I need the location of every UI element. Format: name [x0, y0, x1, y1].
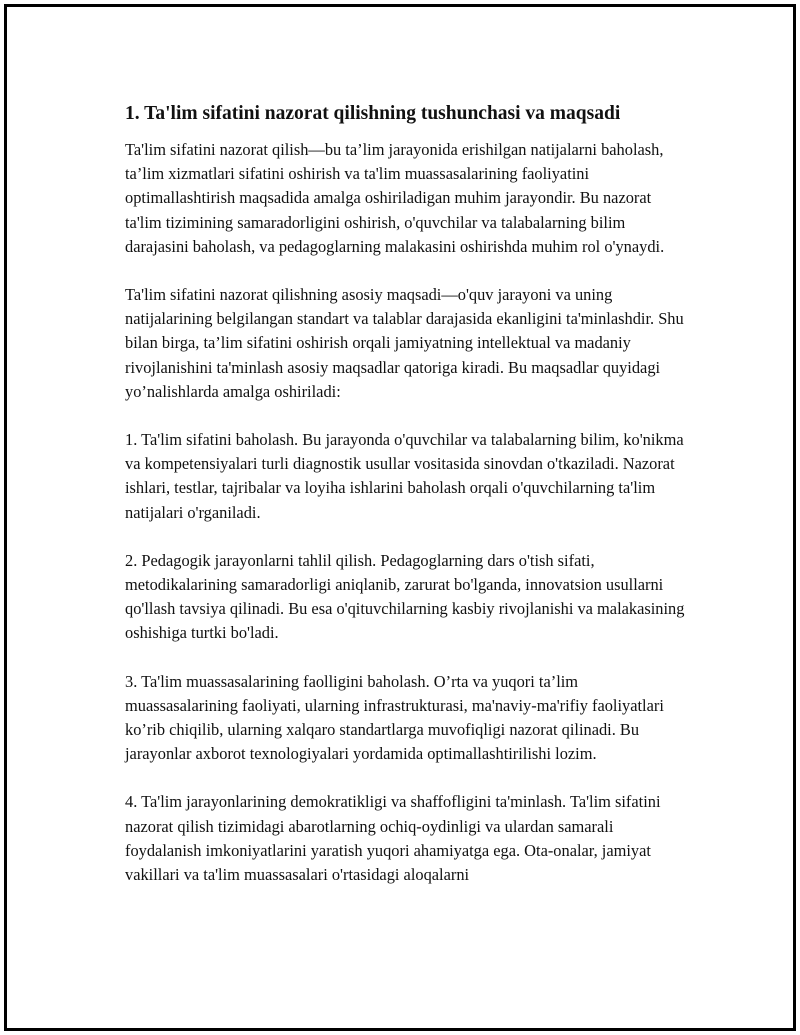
paragraph-item-2: 2. Pedagogik jarayonlarni tahlil qilish. Pedagoglarning dars o'tish sifati, metodikalarining samaradorligi aniqlanib, zarurat bo'lganda, innovatsion usullarni qo'llash tavsiya qilinadi. Bu esa o'qituvchilarning kasbiy rivojlanishi va malakasining oshishiga turtki bo'ladi. — [125, 550, 685, 643]
document-body — [125, 101, 685, 911]
page-frame — [4, 4, 796, 1031]
paragraph-intro: Ta'lim sifatini nazorat qilish—bu ta’lim jarayonida erishilgan natijalarni baholash, ta’lim xizmatlari sifatini oshirish va ta'lim muassasalarining faoliyatini optimallashtirish maqsadida amalga oshiriladigan muhim jarayondir. Bu nazorat ta'lim tizimining samaradorligini oshirish, o'quvchilar va talabalarning bilim darajasini baholash, va pedagoglarning malakasini oshirishda muhim rol o'ynaydi. — [125, 140, 665, 256]
paragraph-item-3: 3. Ta'lim muassasalarining faolligini baholash. O’rta va yuqori ta’lim muassasalarining faoliyati, ularning infrastrukturasi, ma'naviy-ma'rifiy faoliyatlari ko’rib chiqilib, ularning xalqaro standartlarga muvofiqligi nazorat qilinadi. Bu jarayonlar axborot texnologiyalari yordamida optimallashtirilishi lozim. — [125, 671, 664, 764]
section-heading: 1. Ta'lim sifatini nazorat qilishning tushunchasi va maqsadi — [125, 103, 621, 124]
paragraph-item-1: 1. Ta'lim sifatini baholash. Bu jarayonda o'quvchilar va talabalarning bilim, ko'nikma va kompetensiyalari turli diagnostik usullar vositasida sinovdan o'tkaziladi. Nazorat ishlari, testlar, tajribalar va loyiha ishlarini baholash orqali o'quvchilarning ta'lim natijalari o'rganiladi. — [125, 430, 684, 522]
paragraph-purpose: Ta'lim sifatini nazorat qilishning asosiy maqsadi—o'quv jarayoni va uning natijalarining belgilangan standart va talablar darajasida ekanligini ta'minlashdir. Shu bilan birga, ta’lim sifatini oshirish orqali jamiyatning intellektual va madaniy rivojlanishini ta'minlash asosiy maqsadlar qatoriga kiradi. Bu maqsadlar quyidagi yo’nalishlarda amalga oshiriladi: — [125, 285, 684, 401]
paragraph-item-4: 4. Ta'lim jarayonlarining demokratikligi va shaffofligini ta'minlash. Ta'lim sifatini nazorat qilish tizimidagi abarotlarning ochiq-oydinligi va ulardan samarali foydalanish imkoniyatlarini yaratish yuqori ahamiyatga ega. Ota-onalar, jamiyat vakillari va ta'lim muassasalari o'rtasidagi aloqalarni — [125, 792, 661, 885]
